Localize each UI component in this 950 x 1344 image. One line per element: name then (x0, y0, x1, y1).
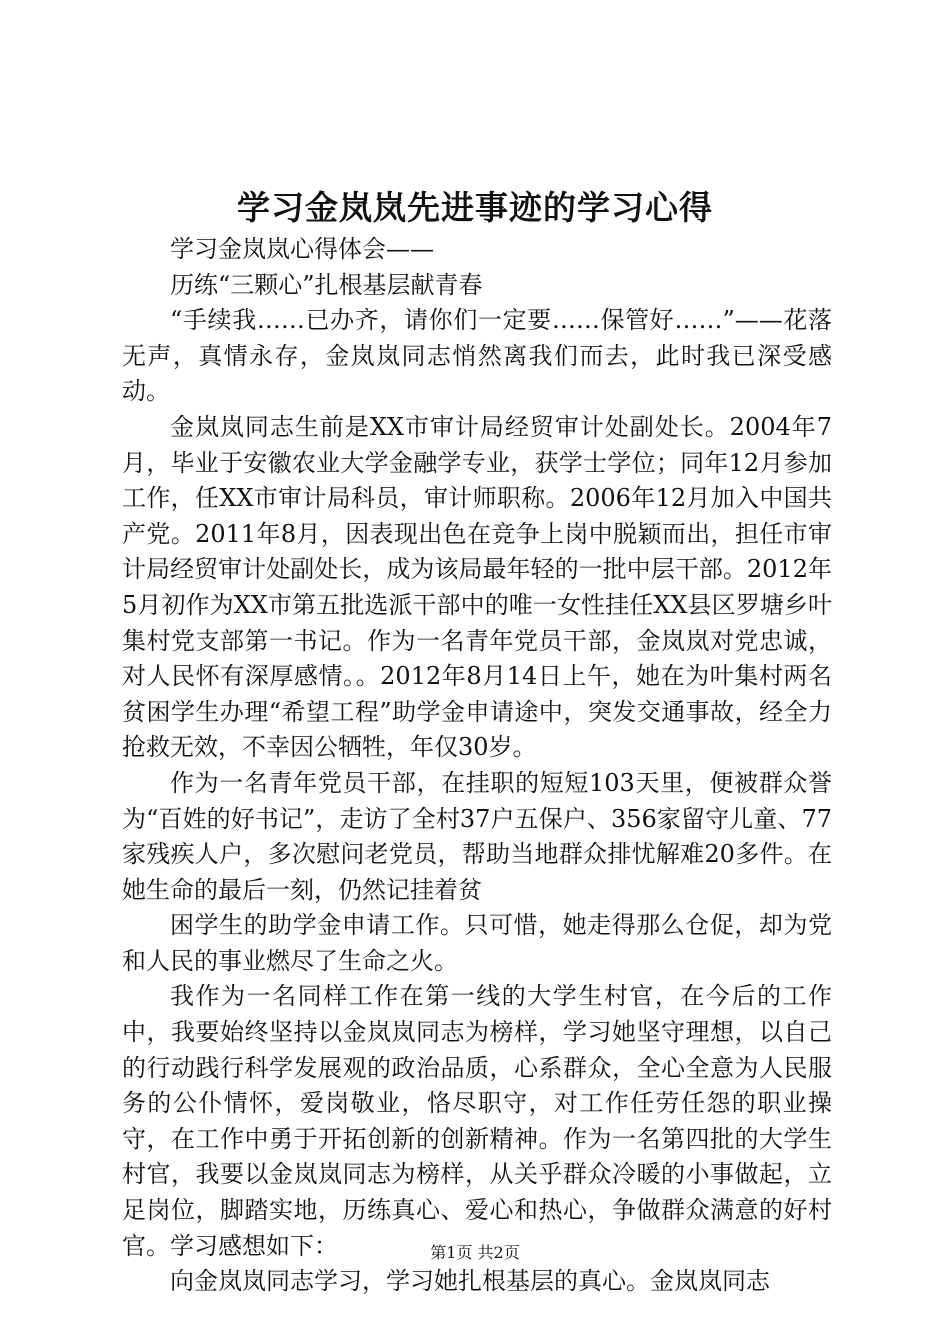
document-title: 学习金岚岚先进事迹的学习心得 (237, 188, 713, 227)
paragraph: “手续我……已办齐，请你们一定要……保管好……”——花落无声，真情永存，金岚岚同志悄然离我们而去，此时我已深受感动。 (122, 306, 832, 406)
document-body (122, 232, 832, 1300)
paragraph-subtitle-2: 历练“三颗心”扎根基层献青春 (170, 270, 483, 299)
page-number-footer: 第1页 共2页 (430, 1243, 520, 1262)
paragraph: 困学生的助学金申请工作。只可惜，她走得那么仓促，却为党和人民的事业燃尽了生命之火。 (122, 911, 832, 975)
paragraph: 向金岚岚同志学习，学习她扎根基层的真心。金岚岚同志 (170, 1267, 770, 1296)
paragraph: 我作为一名同样工作在第一线的大学生村官，在今后的工作中，我要始终坚持以金岚岚同志为榜样，学习她坚守理想，以自己的行动践行科学发展观的政治品质，心系群众，全心全意为人民服务的公仆情怀，爱岗敬业，恪尽职守，对工作任劳任怨的职业操守，在工作中勇于开拓创新的创新精神。作为一名第四批的大学生村官，我要以金岚岚同志为榜样，从关乎群众冷暖的小事做起，立足岗位，脚踏实地，历练真心、爱心和热心，争做群众满意的好村官。学习感想如下： (122, 982, 832, 1260)
paragraph-subtitle-1: 学习金岚岚心得体会—— (170, 235, 434, 263)
paragraph: 作为一名青年党员干部，在挂职的短短103天里，便被群众誉为“百姓的好书记”，走访了全村37户五保户、356家留守儿童、77家残疾人户，多次慰问老党员，帮助当地群众排忧解难20多件。在她生命的最后一刻，仍然记挂着贫 (122, 768, 832, 904)
paragraph: 金岚岚同志生前是XX市审计局经贸审计处副处长。2004年7月，毕业于安徽农业大学金融学专业，获学士学位；同年12月参加工作，任XX市审计局科员，审计师职称。2006年12月加入中国共产党。2011年8月，因表现出色在竞争上岗中脱颖而出，担任市审计局经贸审计处副处长，成为该局最年轻的一批中层干部。2012年5月初作为XX市第五批选派干部中的唯一女性挂任XX县区罗塘乡叶集村党支部第一书记。作为一名青年党员干部，金岚岚对党忠诚，对人民怀有深厚感情。。2012年8月14日上午，她在为叶集村两名贫困学生办理“希望工程”助学金申请途中，突发交通事故，经全力抢救无效，不幸因公牺牲，年仅30岁。 (122, 412, 832, 762)
